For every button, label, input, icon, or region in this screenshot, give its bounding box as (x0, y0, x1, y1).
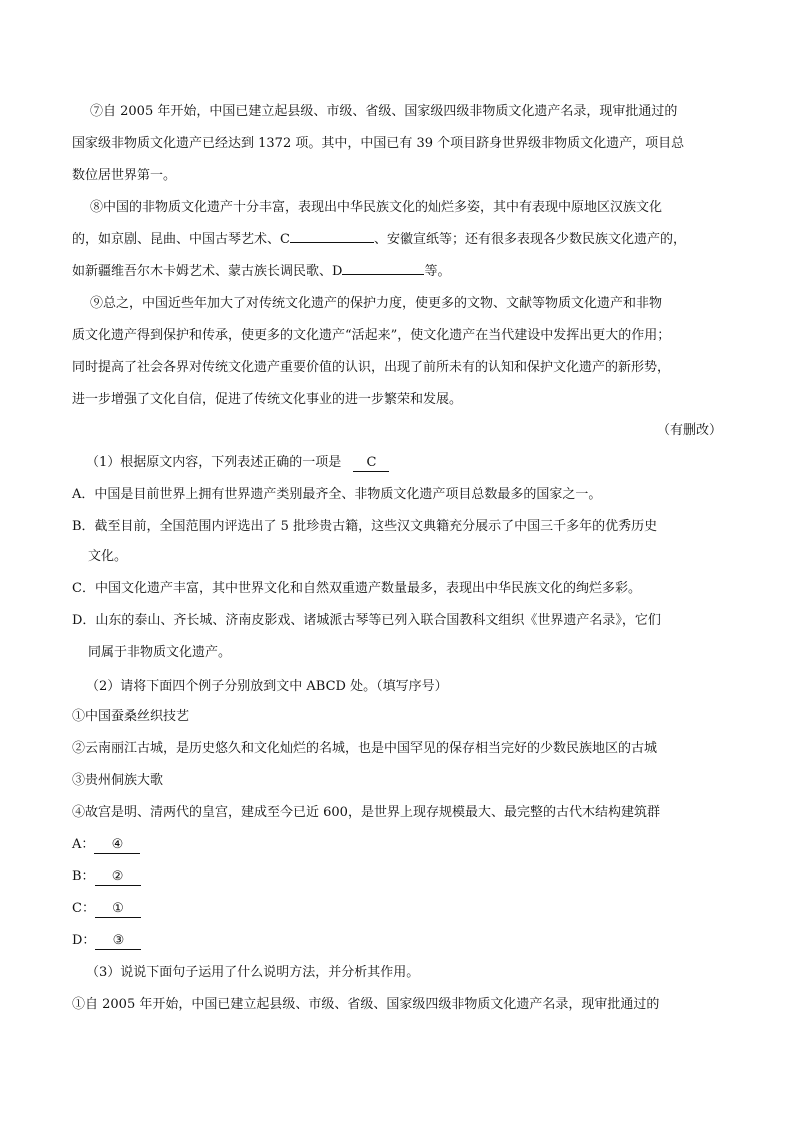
answer-label: B： (72, 869, 95, 884)
question-text: （1）根据原文内容，下列表述正确的一项是 (86, 455, 342, 470)
paragraph-line (72, 224, 722, 256)
option-d-continued: 同属于非物质文化遗产。 (88, 645, 232, 660)
question-2-stem: （2）请将下面四个例子分别放到文中 ABCD 处。（填写序号） (86, 679, 448, 694)
example-item: ③贵州侗族大歌 (72, 773, 164, 788)
option-a: A．中国是目前世界上拥有世界遗产类别最齐全、非物质文化遗产项目总数最多的国家之一。 (72, 487, 602, 502)
answer-row-c (72, 898, 141, 920)
blank-d (342, 260, 424, 275)
option-c: C．中国文化遗产丰富，其中世界文化和自然双重遗产数量最多，表现出中华民族文化的绚烂多彩。 (72, 581, 641, 596)
blank-c (290, 228, 374, 243)
source-note: （有删改） (656, 423, 722, 438)
answer-label: A： (72, 837, 95, 852)
example-item: ②云南丽江古城，是历史悠久和文化灿烂的名城，也是中国罕见的保存相当完好的少数民族地区的古城 (72, 741, 658, 756)
paragraph-line: ⑧中国的非物质文化遗产十分丰富，表现出中华民族文化的灿烂多姿，其中有表现中原地区汉族文化 (90, 200, 663, 215)
answer-row-d (72, 930, 141, 952)
answer-field: ④ (94, 837, 140, 854)
paragraph-text: 如新疆维吾尔木卡姆艺术、蒙古族长调民歌、D (72, 264, 343, 279)
paragraph-line: ⑦自 2005 年开始，中国已建立起县级、市级、省级、国家级四级非物质文化遗产名录，现审批通过的 (90, 104, 678, 119)
question-3-item: ①自 2005 年开始，中国已建立起县级、市级、省级、国家级四级非物质文化遗产名录，现审批通过的 (72, 997, 660, 1012)
paragraph-9 (72, 288, 722, 416)
answer-field: ③ (95, 933, 141, 950)
answer-field: ① (95, 901, 141, 918)
answer-label: D： (72, 933, 96, 948)
example-item: ④故宫是明、清两代的皇宫，建成至今已近 600，是世界上现存规模最大、最完整的古代木结构建筑群 (72, 805, 660, 820)
paragraph-line (72, 256, 722, 288)
question-1-stem (86, 452, 389, 474)
answer-label: C： (72, 901, 95, 916)
paragraph-8 (72, 192, 722, 288)
paragraph-text: 等。 (424, 264, 451, 279)
paragraph-text: 、安徽宣纸等；还有很多表现各少数民族文化遗产的， (373, 232, 686, 247)
answer-field: C (353, 455, 389, 472)
paragraph-line: 质文化遗产得到保护和传承，使更多的文化遗产“活起来”，使文化遗产在当代建设中发挥出更大的作用； (72, 328, 671, 343)
option-b-continued: 文化。 (88, 549, 128, 564)
paragraph-line: 同时提高了社会各界对传统文化遗产重要价值的认识，出现了前所未有的认知和保护文化遗产的新形势， (72, 360, 671, 375)
option-b: B．截至目前，全国范围内评选出了 5 批珍贵古籍，这些汉文典籍充分展示了中国三千多年的优秀历史 (72, 519, 658, 534)
paragraph-text: 的，如京剧、昆曲、中国古琴艺术、C (72, 232, 290, 247)
paragraph-7 (72, 96, 722, 192)
paragraph-line: 进一步增强了文化自信，促进了传统文化事业的进一步繁荣和发展。 (72, 392, 463, 407)
option-d: D．山东的泰山、齐长城、济南皮影戏、诸城派古琴等已列入联合国教科文组织《世界遗产名录》，它们 (72, 613, 661, 628)
answer-row-a (72, 834, 140, 856)
answer-field: ② (95, 869, 141, 886)
paragraph-line: 国家级非物质文化遗产已经达到 1372 项。其中，中国已有 39 个项目跻身世界级非物质文化遗产，项目总 (72, 136, 685, 151)
paragraph-line: ⑨总之，中国近些年加大了对传统文化遗产的保护力度，使更多的文物、文献等物质文化遗产和非物 (90, 296, 663, 311)
example-item: ①中国蚕桑丝织技艺 (72, 709, 190, 724)
question-3-stem: （3）说说下面句子运用了什么说明方法，并分析其作用。 (86, 965, 420, 980)
answer-row-b (72, 866, 141, 888)
paragraph-line: 数位居世界第一。 (72, 168, 177, 183)
